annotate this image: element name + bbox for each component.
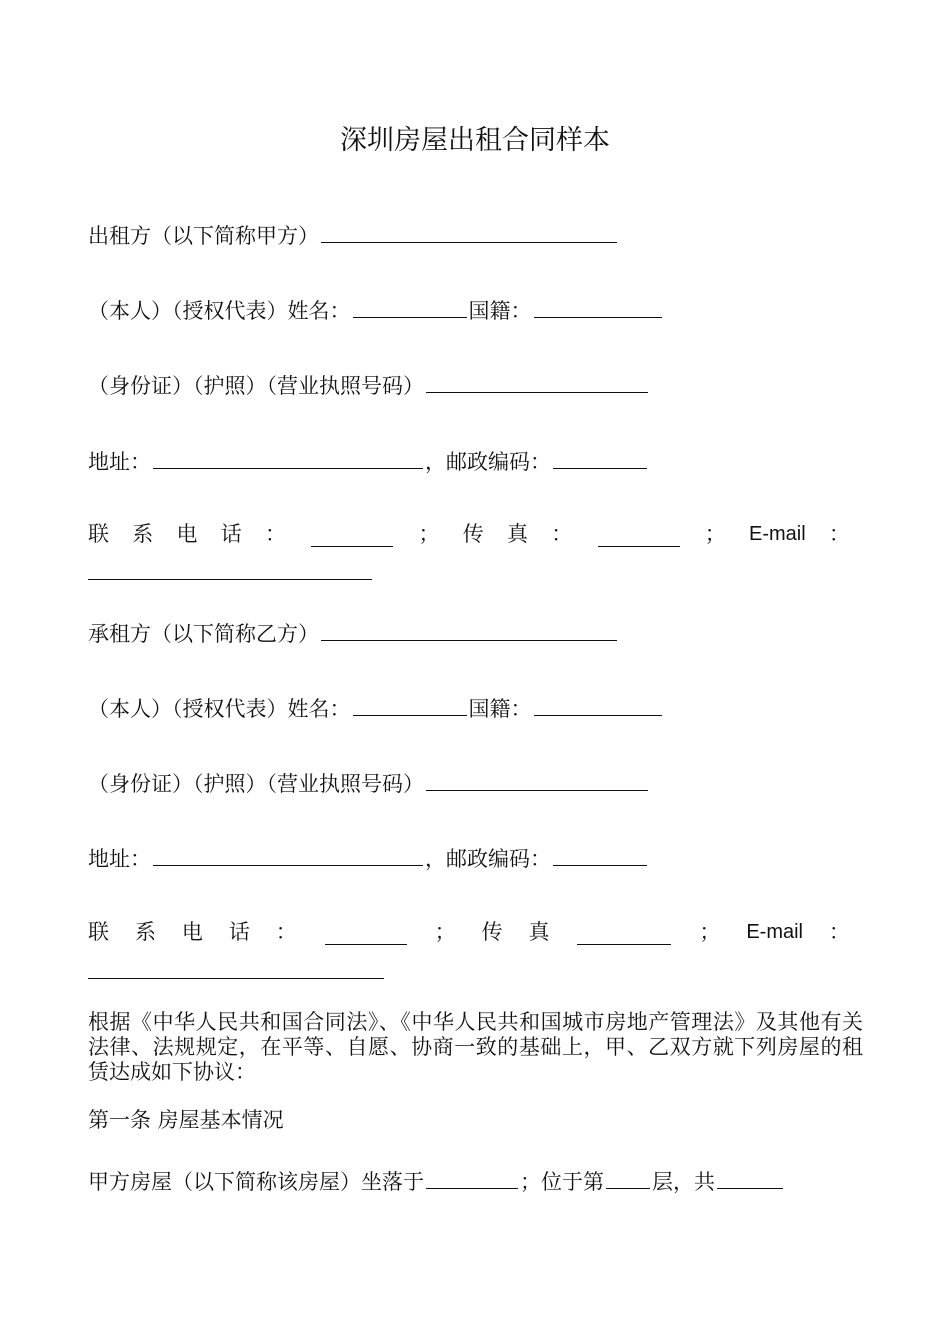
lessee-blank[interactable] [321,620,617,641]
lessee-name-line [88,695,664,722]
total-floors-label: 层，共 [652,1170,715,1194]
lessee-address-label: 地址： [88,847,151,871]
lessor-nationality-label: 国籍： [468,299,532,323]
lessee-email-colon: ： [828,920,850,944]
floor-blank[interactable] [606,1168,650,1189]
lessor-fax-colon: ： [551,522,573,546]
lessor-name-blank[interactable] [353,297,467,318]
lessee-email-label: E-mail [746,921,803,943]
lessor-fax-blank[interactable] [598,526,680,547]
lessor-contact-colon: ： [265,522,286,546]
lessor-line [88,222,619,249]
lessor-contact-char: 电 [176,522,198,546]
lessee-postcode-label: ，邮政编码： [425,847,551,871]
document-title: 深圳房屋出租合同样本 [340,125,610,156]
lessor-name-line [88,297,664,324]
lessor-contact-char: 联 [88,522,109,546]
floor-label: ；位于第 [520,1170,604,1194]
lessee-label: 承租方（以下简称乙方） [88,622,319,646]
lessor-email-label: E-mail [749,523,806,545]
lessee-contact-char: 系 [134,920,156,944]
lessor-address-label: 地址： [88,450,151,474]
lessor-email-colon: ： [828,522,850,546]
lessee-address-line [88,845,649,872]
lessee-line [88,620,619,647]
lessee-name-blank[interactable] [353,695,467,716]
preamble-paragraph: 根据《中华人民共和国合同法》、《中华人民共和国城市房地产管理法》及其他有关法律、法规规定，在平等、自愿、协商一致的基础上，甲、乙双方就下列房屋的租赁达成如下协议： [88,1010,863,1084]
lessor-name-label: （本人）（授权代表）姓名： [88,299,351,323]
lessor-email-blank[interactable] [88,578,372,580]
lessee-postcode-blank[interactable] [553,845,647,866]
lessor-contact-char: 系 [132,522,154,546]
lessor-label: 出租方（以下简称甲方） [88,224,319,248]
lessee-contact-line [88,919,850,945]
lessor-contact-line [88,521,850,547]
lessor-fax-char: 传 [462,522,484,546]
lessor-postcode-label: ，邮政编码： [425,450,551,474]
lessor-address-blank[interactable] [153,448,423,469]
lessee-fax-semicolon: ； [699,920,721,944]
lessee-fax-char: 真 [528,920,550,944]
total-floors-blank[interactable] [717,1168,783,1189]
lessor-phone-blank[interactable] [311,526,393,547]
lessee-id-label: （身份证）（护照）（营业执照号码） [88,772,424,796]
lessor-fax-semicolon: ； [704,522,726,546]
lessor-address-line [88,448,649,475]
lessee-nationality-label: 国籍： [468,697,532,721]
lessor-id-line [88,372,650,399]
lessee-phone-blank[interactable] [325,924,407,945]
lessor-postcode-blank[interactable] [553,448,647,469]
lessee-contact-semicolon: ； [434,920,456,944]
lessor-contact-char: 话 [220,522,242,546]
lessor-nationality-blank[interactable] [534,297,662,318]
location-blank[interactable] [426,1168,518,1189]
lessor-id-label: （身份证）（护照）（营业执照号码） [88,374,424,398]
lessee-contact-colon: ： [275,920,297,944]
lessor-blank[interactable] [321,222,617,243]
lessee-fax-blank[interactable] [577,924,671,945]
location-label: 甲方房屋（以下简称该房屋）坐落于 [88,1170,424,1194]
lessee-contact-char: 电 [181,920,203,944]
lessee-email-blank[interactable] [88,977,384,979]
lessee-id-line [88,770,650,797]
lessor-fax-char: 真 [507,522,528,546]
lessee-name-label: （本人）（授权代表）姓名： [88,697,351,721]
article-1-heading: 第一条 房屋基本情况 [88,1108,284,1132]
lessee-id-blank[interactable] [426,770,648,791]
lessee-contact-char: 话 [228,920,250,944]
lessor-id-blank[interactable] [426,372,648,393]
lessee-nationality-blank[interactable] [534,695,662,716]
article-1-text [88,1168,785,1195]
lessee-fax-char: 传 [481,920,503,944]
lessee-address-blank[interactable] [153,845,423,866]
lessee-contact-char: 联 [88,920,109,944]
lessor-contact-semicolon: ； [418,522,440,546]
